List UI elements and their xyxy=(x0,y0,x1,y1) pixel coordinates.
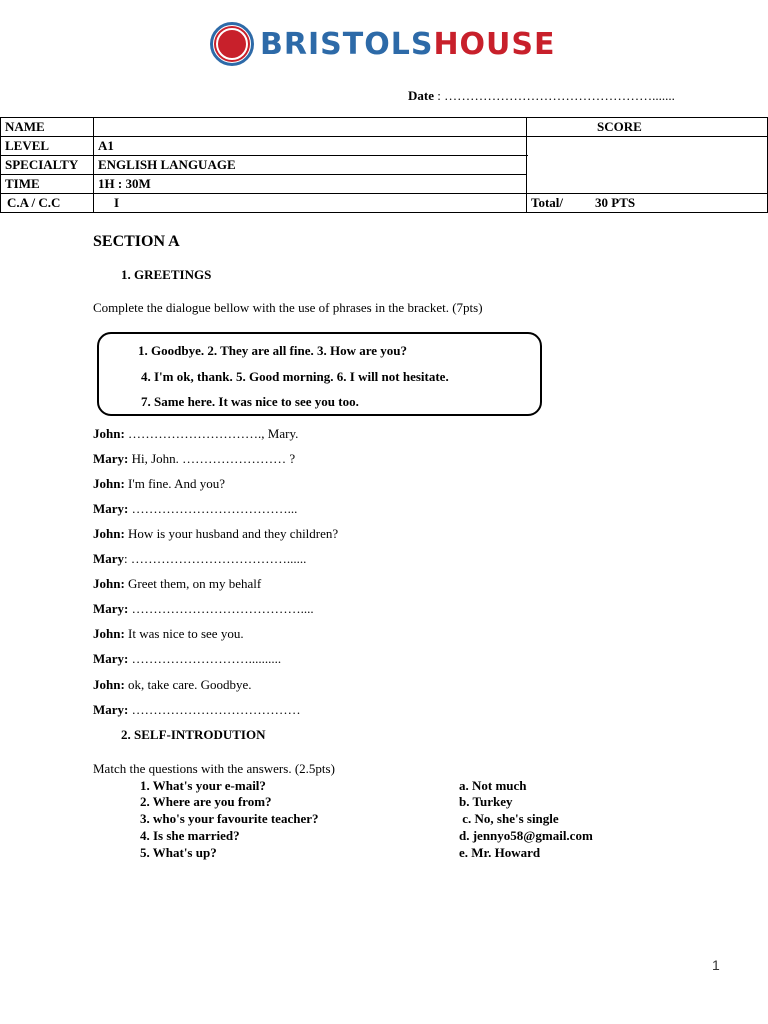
dialogue-line: John: How is your husband and they children? xyxy=(93,526,339,541)
greetings-instruction: Complete the dialogue bellow with the use of phrases in the bracket. (7pts) xyxy=(93,300,483,315)
page-number: 1 xyxy=(712,957,720,973)
dialogue-line: Mary: ………………………………...... xyxy=(93,551,307,566)
self-intro-instruction: Match the questions with the answers. (2.5pts) xyxy=(93,761,335,776)
score-label: SCORE xyxy=(527,118,768,137)
specialty-label: SPECIALTY xyxy=(1,156,94,175)
time-value: 1H : 30M xyxy=(94,175,527,194)
time-label: TIME xyxy=(1,175,94,194)
dialogue-line: Mary: ………………………………… xyxy=(93,702,301,717)
phrase-line: 4. I'm ok, thank. 5. Good morning. 6. I will not hesitate. xyxy=(141,369,449,384)
phrase-line: 1. Goodbye. 2. They are all fine. 3. How are you? xyxy=(138,343,408,358)
phrase-box xyxy=(97,332,542,416)
level-value: A1 xyxy=(94,137,527,156)
answer-item: b. Turkey xyxy=(459,794,513,809)
specialty-value: ENGLISH LANGUAGE xyxy=(94,156,527,175)
greetings-heading: 1. GREETINGS xyxy=(121,267,212,282)
question-item: 3. who's your favourite teacher? xyxy=(140,811,319,826)
question-item: 1. What's your e-mail? xyxy=(140,778,266,793)
answer-item: a. Not much xyxy=(459,778,527,793)
dialogue-line: John: I'm fine. And you? xyxy=(93,476,225,491)
name-label: NAME xyxy=(1,118,94,137)
dialogue-line: John: ok, take care. Goodbye. xyxy=(93,677,252,692)
date-line xyxy=(408,88,675,104)
total-value: 30 PTS xyxy=(595,195,636,210)
ca-label: C.A / C.C xyxy=(1,194,94,213)
question-item: 4. Is she married? xyxy=(140,828,240,843)
dialogue-line: John: …………………………., Mary. xyxy=(93,426,299,441)
dialogue-line: Mary: Hi, John. …………………… ? xyxy=(93,451,296,466)
answer-item: c. No, she's single xyxy=(459,811,559,826)
answer-item: d. jennyo58@gmail.com xyxy=(459,828,593,843)
total-cell xyxy=(527,194,768,213)
question-item: 2. Where are you from? xyxy=(140,794,272,809)
dialogue-line: John: It was nice to see you. xyxy=(93,626,244,641)
logo xyxy=(210,22,556,66)
dialogue-line: Mary: ………………………………... xyxy=(93,501,298,516)
answer-item: e. Mr. Howard xyxy=(459,845,541,860)
dialogue-line: John: Greet them, on my behalf xyxy=(93,576,262,591)
header-table xyxy=(0,117,768,213)
dialogue-line: Mary: ……………………….......... xyxy=(93,651,282,666)
total-label: Total/ xyxy=(531,195,564,210)
self-intro-heading: 2. SELF-INTRODUTION xyxy=(121,727,266,742)
crest-icon xyxy=(210,22,254,66)
date-label: Date xyxy=(408,88,434,103)
section-a-heading: SECTION A xyxy=(93,233,180,250)
ca-value: I xyxy=(94,194,527,213)
level-label: LEVEL xyxy=(1,137,94,156)
question-item: 5. What's up? xyxy=(140,845,217,860)
dialogue-line: Mary: ………………………………….... xyxy=(93,601,314,616)
phrase-line: 7. Same here. It was nice to see you too. xyxy=(141,394,359,409)
date-field[interactable]: : …………………………………………....... xyxy=(437,88,675,103)
score-box[interactable] xyxy=(527,137,768,194)
name-field[interactable] xyxy=(94,118,527,137)
logo-text: BRISTOLSHOUSE xyxy=(260,26,556,62)
